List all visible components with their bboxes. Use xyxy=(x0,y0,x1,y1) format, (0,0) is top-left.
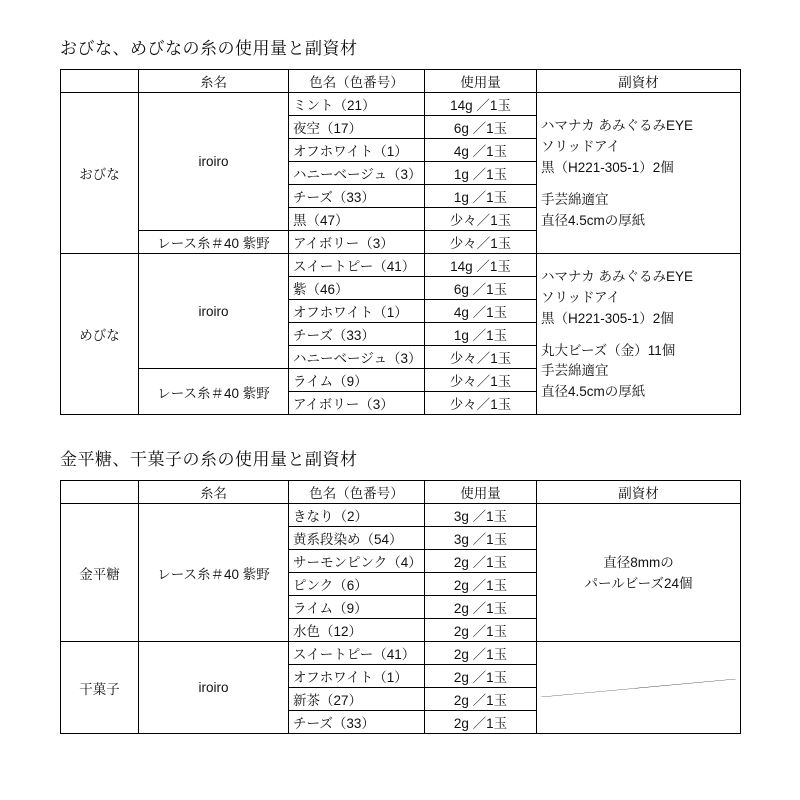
color-cell: オフホワイト（1） xyxy=(289,300,425,323)
header-amount: 使用量 xyxy=(425,481,537,504)
amount-cell: 1g ／1玉 xyxy=(425,162,537,185)
table-row xyxy=(61,254,741,277)
color-cell: ハニーベージュ（3） xyxy=(289,346,425,369)
amount-cell: 3g ／1玉 xyxy=(425,527,537,550)
amount-cell: 少々／1玉 xyxy=(425,208,537,231)
amount-cell: 1g ／1玉 xyxy=(425,323,537,346)
table-header-row xyxy=(61,70,741,93)
sub-line: 直径4.5cmの厚紙 xyxy=(541,212,646,228)
group-name-cell: おびな xyxy=(61,93,139,254)
color-cell: ライム（9） xyxy=(289,596,425,619)
amount-cell: 少々／1玉 xyxy=(425,231,537,254)
amount-cell: 2g ／1玉 xyxy=(425,596,537,619)
amount-cell: 少々／1玉 xyxy=(425,369,537,392)
sub-material-cell xyxy=(537,254,741,415)
amount-cell: 2g ／1玉 xyxy=(425,688,537,711)
color-cell: アイボリー（3） xyxy=(289,231,425,254)
sub-line: 黒（H221-305-1）2個 xyxy=(541,310,674,326)
amount-cell: 4g ／1玉 xyxy=(425,139,537,162)
yarn-name-cell: iroiro xyxy=(139,93,289,231)
header-amount: 使用量 xyxy=(425,70,537,93)
sub-material-cell xyxy=(537,504,741,642)
yarn-name-cell: iroiro xyxy=(139,254,289,369)
header-blank xyxy=(61,481,139,504)
amount-cell: 14g ／1玉 xyxy=(425,93,537,116)
color-cell: ハニーベージュ（3） xyxy=(289,162,425,185)
amount-cell: 少々／1玉 xyxy=(425,392,537,415)
sub-line: 直径4.5cmの厚紙 xyxy=(541,384,646,400)
yarn-usage-table xyxy=(60,69,741,415)
table-row xyxy=(61,504,741,527)
sub-line: 黒（H221-305-1）2個 xyxy=(541,160,674,176)
color-cell: アイボリー（3） xyxy=(289,392,425,415)
amount-cell: 6g ／1玉 xyxy=(425,116,537,139)
sub-line: 手芸綿適宜 xyxy=(541,363,609,379)
amount-cell: 4g ／1玉 xyxy=(425,300,537,323)
section-title: おびな、めびなの糸の使用量と副資材 xyxy=(60,39,358,58)
table-header-row xyxy=(61,481,741,504)
color-cell: チーズ（33） xyxy=(289,711,425,734)
sub-line: ハマナカ あみぐるみEYE xyxy=(541,268,693,284)
amount-cell: 6g ／1玉 xyxy=(425,277,537,300)
color-cell: チーズ（33） xyxy=(289,185,425,208)
diagonal-strike-icon xyxy=(541,679,736,697)
color-cell: 夜空（17） xyxy=(289,116,425,139)
color-cell: 黄系段染め（54） xyxy=(289,527,425,550)
color-cell: ピンク（6） xyxy=(289,573,425,596)
section-obina-mebina xyxy=(60,34,740,415)
color-cell: ライム（9） xyxy=(289,369,425,392)
yarn-name-cell: レース糸＃40 紫野 xyxy=(139,369,289,415)
header-sub-material: 副資材 xyxy=(537,481,741,504)
amount-cell: 14g ／1玉 xyxy=(425,254,537,277)
group-name-cell: 金平糖 xyxy=(61,504,139,642)
color-cell: スイートピー（41） xyxy=(289,254,425,277)
empty-diagonal-cell xyxy=(537,642,741,734)
amount-cell: 2g ／1玉 xyxy=(425,642,537,665)
amount-cell: 2g ／1玉 xyxy=(425,665,537,688)
amount-cell: 2g ／1玉 xyxy=(425,550,537,573)
sub-line: ハマナカ あみぐるみEYE xyxy=(541,118,693,134)
amount-cell: 1g ／1玉 xyxy=(425,185,537,208)
amount-cell: 2g ／1玉 xyxy=(425,711,537,734)
header-blank xyxy=(61,70,139,93)
color-cell: 水色（12） xyxy=(289,619,425,642)
amount-cell: 2g ／1玉 xyxy=(425,619,537,642)
sub-material-cell xyxy=(537,93,741,254)
section-konpeito-higashi xyxy=(60,445,740,734)
sub-line: ソリッドアイ xyxy=(541,289,620,305)
group-name-cell: めびな xyxy=(61,254,139,415)
color-cell: オフホワイト（1） xyxy=(289,665,425,688)
color-cell: スイートピー（41） xyxy=(289,642,425,665)
color-cell: ミント（21） xyxy=(289,93,425,116)
color-cell: 紫（46） xyxy=(289,277,425,300)
sub-line: ソリッドアイ xyxy=(541,139,620,155)
header-sub-material: 副資材 xyxy=(537,70,741,93)
amount-cell: 3g ／1玉 xyxy=(425,504,537,527)
sub-line: 手芸綿適宜 xyxy=(541,191,609,207)
yarn-name-cell: iroiro xyxy=(139,642,289,734)
sub-line: パールビーズ24個 xyxy=(584,575,693,591)
color-cell: オフホワイト（1） xyxy=(289,139,425,162)
sub-line: 丸大ビーズ（金）11個 xyxy=(541,342,676,358)
color-cell: チーズ（33） xyxy=(289,323,425,346)
header-yarn-name: 糸名 xyxy=(139,70,289,93)
sub-line-gap xyxy=(541,330,736,341)
amount-cell: 少々／1玉 xyxy=(425,346,537,369)
sub-line: 直径8mmの xyxy=(603,554,674,570)
section-title: 金平糖、干菓子の糸の使用量と副資材 xyxy=(60,450,358,469)
header-yarn-name: 糸名 xyxy=(139,481,289,504)
yarn-name-cell: レース糸＃40 紫野 xyxy=(139,231,289,254)
table-row xyxy=(61,642,741,665)
color-cell: サーモンピンク（4） xyxy=(289,550,425,573)
yarn-usage-table xyxy=(60,480,741,734)
table-row xyxy=(61,93,741,116)
color-cell: きなり（2） xyxy=(289,504,425,527)
header-color-name: 色名（色番号） xyxy=(289,481,425,504)
color-cell: 新茶（27） xyxy=(289,688,425,711)
sub-line-gap xyxy=(541,179,736,190)
amount-cell: 2g ／1玉 xyxy=(425,573,537,596)
yarn-name-cell: レース糸＃40 紫野 xyxy=(139,504,289,642)
group-name-cell: 干菓子 xyxy=(61,642,139,734)
color-cell: 黒（47） xyxy=(289,208,425,231)
header-color-name: 色名（色番号） xyxy=(289,70,425,93)
